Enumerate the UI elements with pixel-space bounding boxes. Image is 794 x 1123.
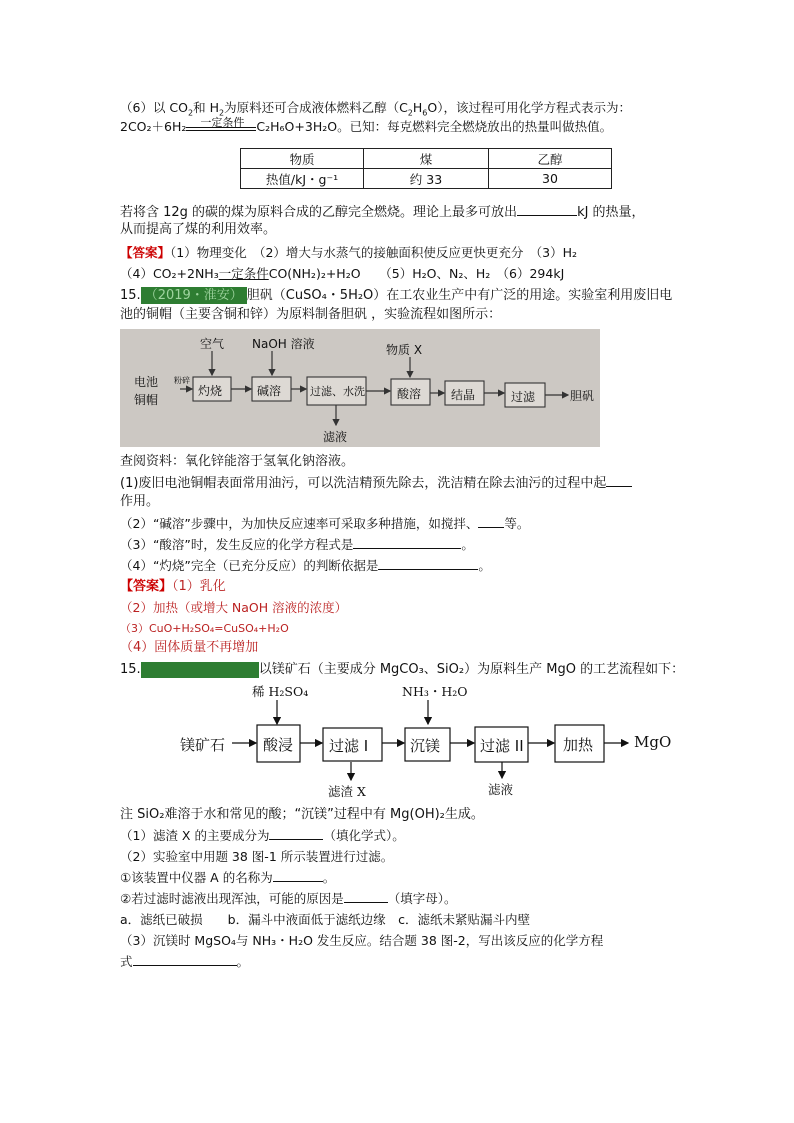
q15b-q2b: ②若过滤时滤液出现浑浊，可能的原因是 （填字母）。 xyxy=(120,891,457,906)
source-tag: （2019・淮安） xyxy=(141,287,247,304)
flowchart-copper-sulfate xyxy=(120,329,600,447)
answer-blank[interactable] xyxy=(269,827,323,840)
q15a-title2: 池的铜帽（主要含铜和锌）为原料制备胆矾 ，实验流程如图所示： xyxy=(120,307,502,322)
answer-tag: 【答案】 xyxy=(120,245,171,260)
q15a-title: 15. （2019・淮安） 胆矾（CuSO₄・5H₂O）在工农业生产中有广泛的用途。实验室利用废旧电 xyxy=(120,288,673,303)
q15a-info: 查阅资料：氧化锌能溶于氢氧化钠溶液。 xyxy=(120,454,355,469)
source-tag xyxy=(141,662,259,678)
flowchart-mgo xyxy=(120,680,676,800)
q15a-q1b: 作用。 xyxy=(120,494,160,509)
q15b-q2: （2）实验室中用题 38 图-1 所示装置进行过滤。 xyxy=(120,849,394,864)
answer-blank[interactable] xyxy=(273,869,323,882)
q15a-q4: （4）“灼烧”完全（已充分反应）的判断依据是 。 xyxy=(120,558,491,573)
heat-value-table xyxy=(240,148,612,189)
q15b-title: 15. 以镁矿石（主要成分 MgCO₃、SiO₂）为原料生产 MgO 的工艺流程如下： xyxy=(120,662,685,677)
flow-crush: 粉碎 xyxy=(174,376,190,385)
flow-input: NaOH 溶液 xyxy=(252,337,315,351)
table-header: 物质 xyxy=(241,149,364,169)
flow-step: 过滤 xyxy=(511,390,536,404)
q6-equation: 2CO₂＋6H₂ 一定条件 C₂H₆O+3H₂O。已知：每克燃料完全燃烧放出的热量叫做热值。 xyxy=(120,116,613,134)
flow-step: 过滤 II xyxy=(480,737,524,755)
flow-step: 酸溶 xyxy=(397,387,422,401)
flow-input: 空气 xyxy=(200,337,225,351)
table-header: 乙醇 xyxy=(489,149,612,169)
q15b-q3b: 式 。 xyxy=(120,954,250,969)
table-cell: 热值/kJ・g⁻¹ xyxy=(241,169,364,189)
answer-blank[interactable] xyxy=(344,890,388,903)
answer-blank[interactable] xyxy=(133,953,237,966)
flow-end: 胆矾 xyxy=(570,389,595,403)
answer-blank[interactable] xyxy=(517,203,577,216)
flow-start: 电池 xyxy=(134,375,159,389)
flow-input: 稀 H₂SO₄ xyxy=(252,684,309,699)
condition-label: 一定条件 xyxy=(200,116,245,129)
condition-label: 一定条件 xyxy=(218,266,269,281)
q15b-options: a．滤纸已破损 b．漏斗中液面低于滤纸边缘 c．滤纸未紧贴漏斗内壁 xyxy=(120,912,530,927)
flow-step: 过滤、水洗 xyxy=(310,385,365,398)
flow-step: 酸浸 xyxy=(263,736,294,754)
q15a-q3: （3）“酸溶”时，发生反应的化学方程式是 。 xyxy=(120,537,474,552)
flow-step: 碱溶 xyxy=(257,384,282,398)
flow-end: MgO xyxy=(634,733,672,751)
answer-1-line1: 【答案】（1）物理变化 （2）增大与水蒸气的接触面积使反应更快更充分 （3）H₂ xyxy=(120,245,578,260)
flow-byproduct: 滤液 xyxy=(323,430,348,444)
flow-start: 铜帽 xyxy=(134,393,159,407)
q15a-q2: （2）“碱溶”步骤中，为加快反应速率可采取多种措施，如搅拌、 等。 xyxy=(120,516,530,531)
flow-input: 物质 X xyxy=(386,343,423,357)
answer-blank[interactable] xyxy=(378,557,478,570)
table-header: 煤 xyxy=(364,149,489,169)
answer-blank[interactable] xyxy=(353,536,461,549)
flow-step: 加热 xyxy=(563,736,594,754)
flow-output: 滤渣 X xyxy=(328,784,366,799)
table-cell: 约 33 xyxy=(364,169,489,189)
answer-tag: 【答案】 xyxy=(120,579,173,594)
answer-2-line1: 【答案】（1）乳化 xyxy=(120,579,226,594)
flow-step: 灼烧 xyxy=(198,384,223,398)
flow-step: 沉镁 xyxy=(410,737,441,755)
q6-after2: 从而提高了煤的利用效率。 xyxy=(120,222,277,237)
answer-blank[interactable] xyxy=(478,515,504,528)
q15b-q2a: ①该装置中仪器 A 的名称为 。 xyxy=(120,870,336,885)
q15b-q1: （1）滤渣 X 的主要成分为 （填化学式）。 xyxy=(120,828,405,843)
table-cell: 30 xyxy=(489,169,612,189)
flow-input: NH₃・H₂O xyxy=(402,684,468,699)
answer-blank[interactable] xyxy=(606,474,632,487)
q6-line1: （6）以 $CO_2$和 $H_2$为原料还可合成液体燃料乙醇$(C_2H_6O)$，该过程可用化学方程式表示为： xyxy=(120,100,631,118)
flow-step: 结晶 xyxy=(451,388,476,402)
answer-2-line4: （4）固体质量不再增加 xyxy=(120,640,259,655)
q15b-note: 注 SiO₂难溶于水和常见的酸；“沉镁”过程中有 Mg(OH)₂生成。 xyxy=(120,807,484,822)
flow-start: 镁矿石 xyxy=(180,736,226,754)
q15b-q3: （3）沉镁时 MgSO₄与 NH₃・H₂O 发生反应。结合题 38 图-2，写出该反应的化学方程 xyxy=(120,933,604,948)
q15a-q1: (1)废旧电池铜帽表面常用油污，可以洗洁精预先除去，洗洁精在除去油污的过程中起 xyxy=(120,474,632,492)
flow-step: 过滤 I xyxy=(329,737,369,755)
answer-2-line2: （2）加热（或增大 NaOH 溶液的浓度） xyxy=(120,600,348,615)
flow-output: 滤液 xyxy=(488,782,514,797)
answer-1-line2: （4）CO₂+2NH₃一定条件CO(NH₂)₂+H₂O （5）H₂O、N₂、H₂ （6）294kJ xyxy=(120,266,565,281)
answer-2-line3: （3）CuO+H₂SO₄=CuSO₄+H₂O xyxy=(120,622,289,635)
q6-after1: 若将含 12g 的碳的煤为原料合成的乙醇完全燃烧。理论上最多可放出 kJ 的热量， xyxy=(120,205,645,220)
